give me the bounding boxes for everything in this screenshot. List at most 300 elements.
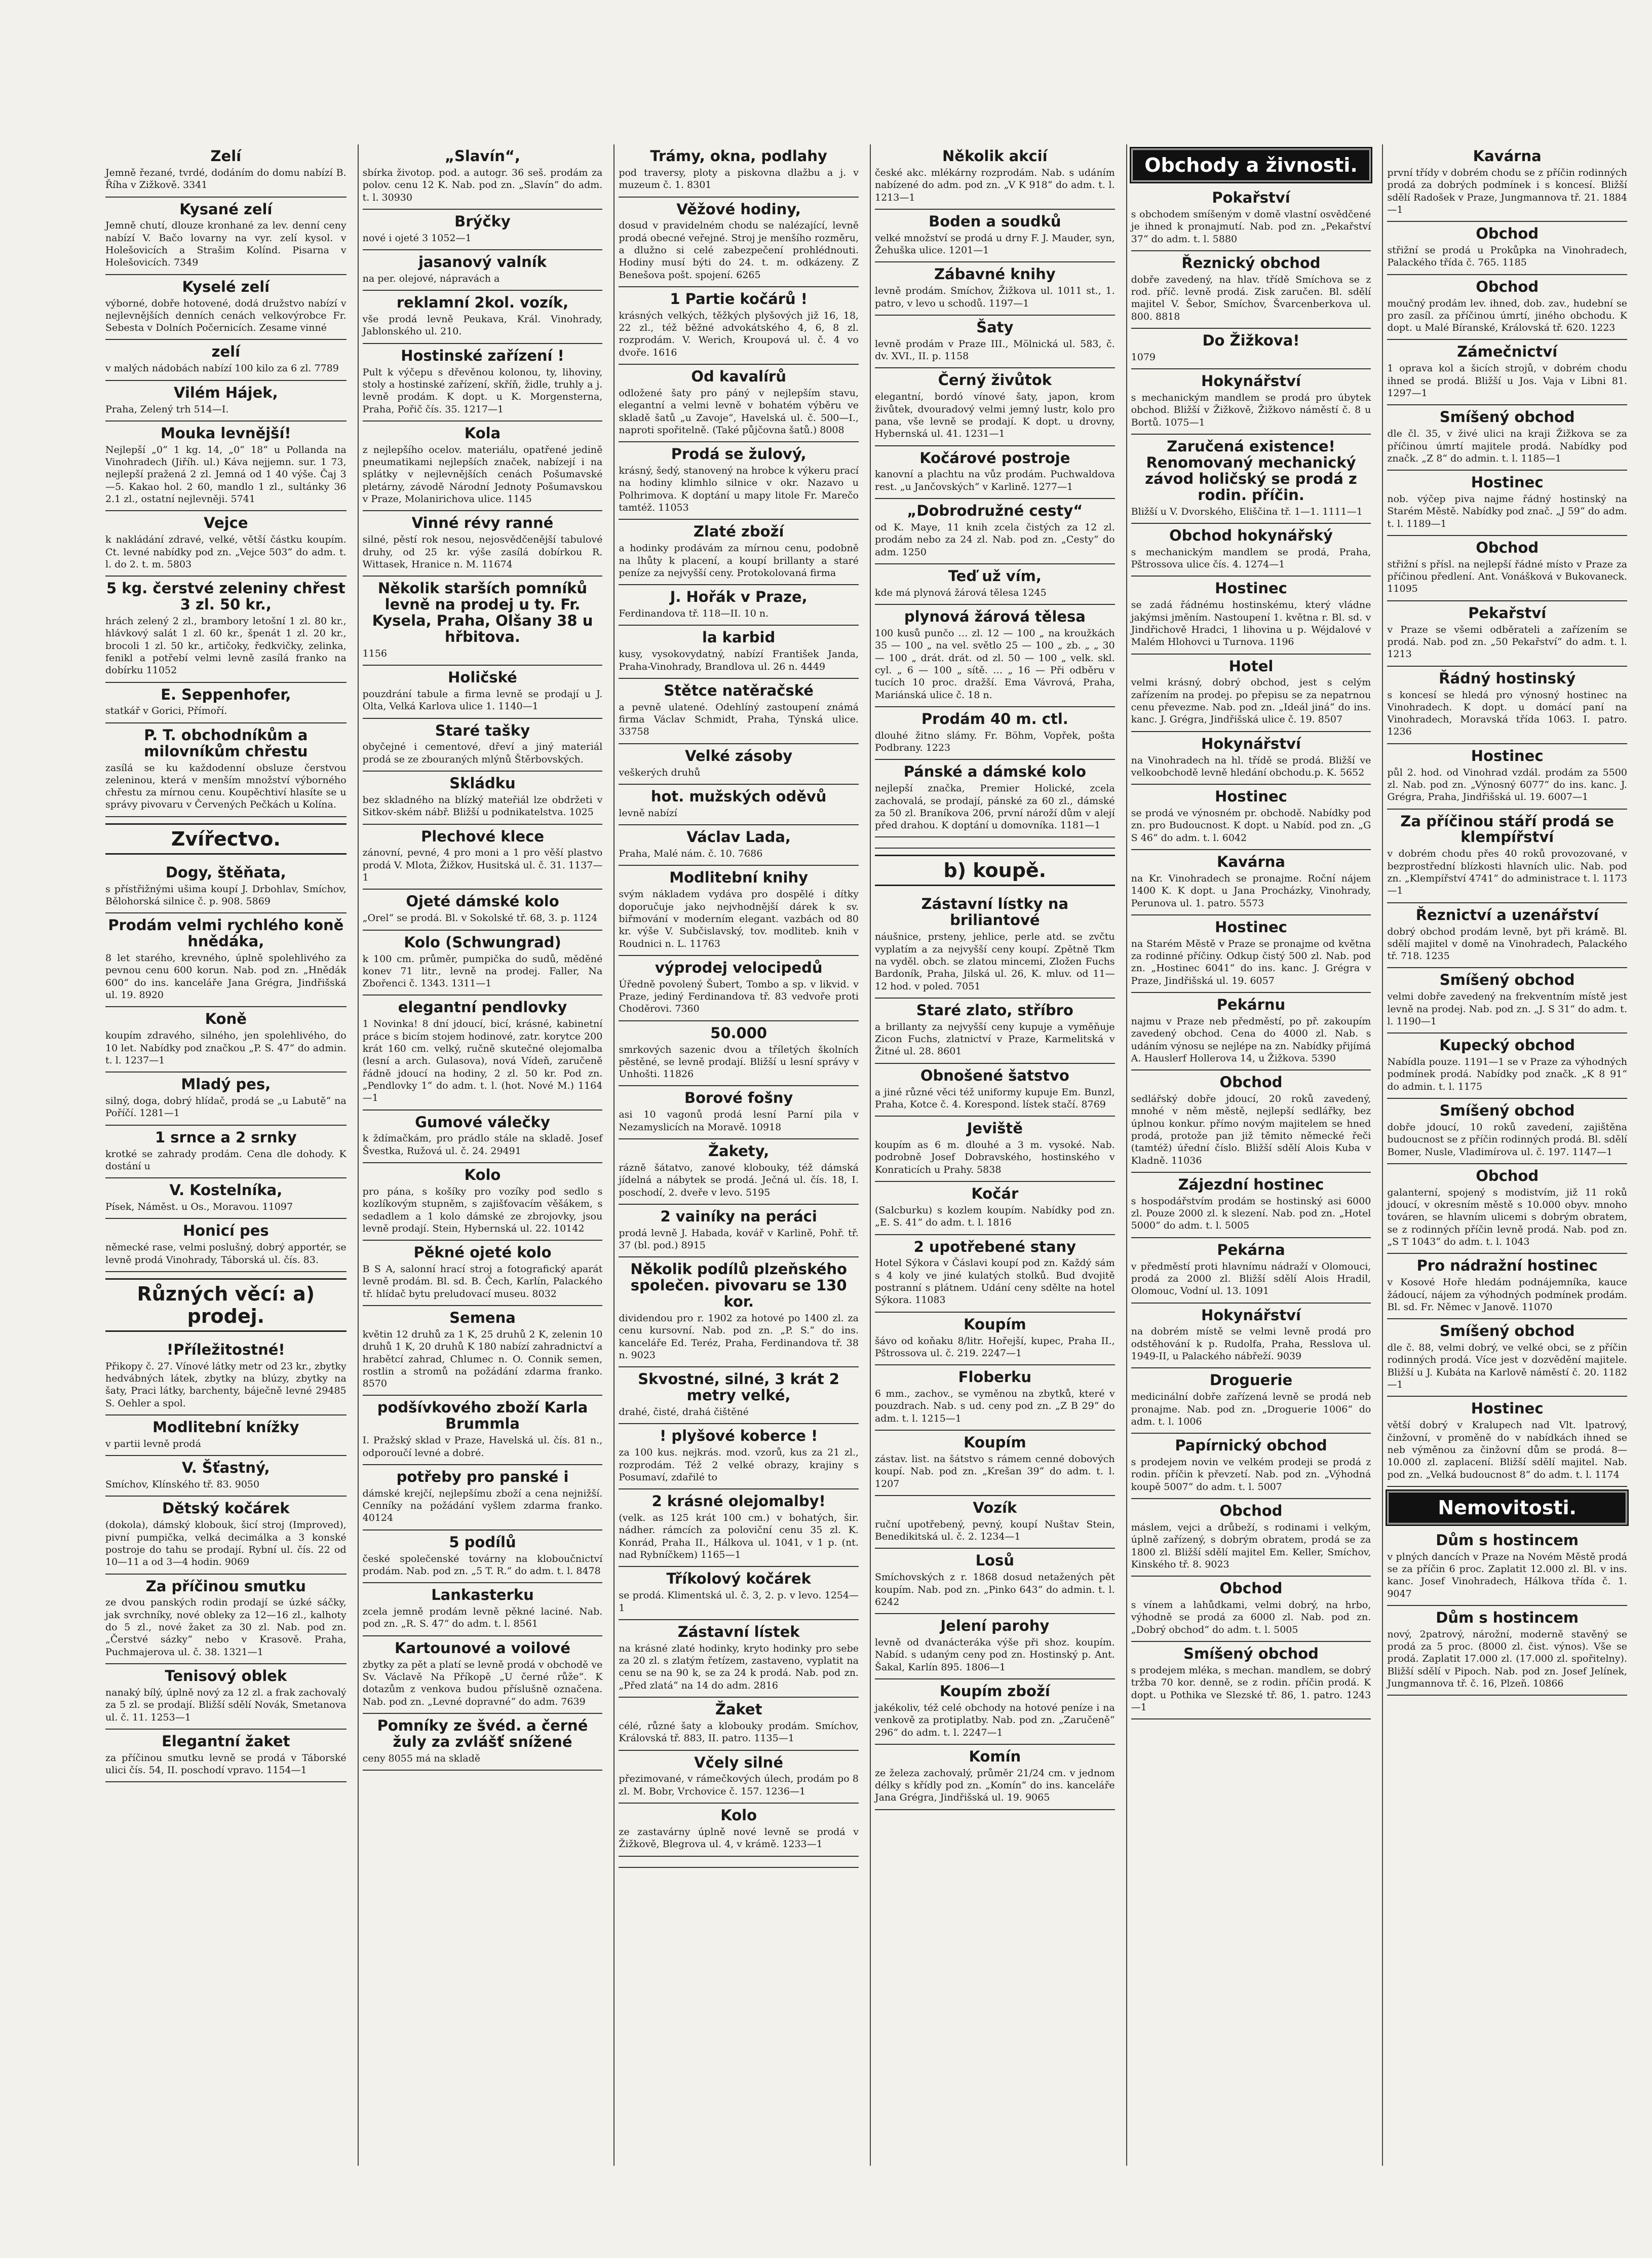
- classified-ad: [1387, 903, 1627, 969]
- ad-body: nanaký bílý, úplně nový za 12 zl. a frak zachovalý za 5 zl. se prodají. Bližší sdělí Novák, Smetanova ul. č. 11. 1253—1: [105, 1687, 347, 1723]
- ad-title: Tříkolový kočárek: [666, 1570, 811, 1588]
- ad-title: Několik podílů plzeňského společen. pivovaru se 130 kor.: [630, 1260, 847, 1311]
- classified-ad: [875, 499, 1115, 564]
- ad-title: Zlaté zboží: [693, 523, 784, 541]
- classified-ad: [1387, 810, 1627, 903]
- ad-title: hot. mužských oděvů: [650, 787, 827, 805]
- classified-ad: [105, 1338, 347, 1415]
- classified-ad: [1131, 785, 1371, 850]
- ad-title: Smíšený obchod: [1439, 408, 1575, 426]
- ad-title: V. Šťastný,: [182, 1459, 270, 1477]
- ad-title: ! plyšové koberce !: [660, 1427, 818, 1445]
- ad-body: ruční upotřebený, pevný, koupí Nuštav Stein, Benedikitská ul. č. 2. 1234—1: [874, 1518, 1115, 1543]
- classified-ad: [105, 913, 347, 1007]
- ad-title: Prodám 40 m. ctl.: [921, 710, 1068, 728]
- ad-body: galanterní, spojený s modistvím, již 11 roků jdoucí, v okresním městě s 10.000 obyv. mnoho továren, se hlavním ulicemi s dobrým obratem, se z rodinných příčin levně prodá. Nab. pod zn. „S T 1043“ do adm. t. l. 1043: [1387, 1187, 1627, 1248]
- ad-title: Kavárna: [1216, 853, 1285, 871]
- ad-title: Zástavní lístky na briliantové: [921, 895, 1069, 929]
- classified-ad: [1131, 1642, 1371, 1719]
- ad-body: z nejlepšího ocelov. materiálu, opatřené jedině pneumatikami nejlepších značek, nabízejí i na splátky v nejlevnějších cenách Pošumavské pletárny, závodě Národní Jednoty Pošumavskou v Praze, Molanirichova ulice. 1145: [362, 444, 603, 505]
- ad-list: [1131, 186, 1371, 1719]
- ad-title: Obchod: [1476, 225, 1539, 243]
- classified-ad: [1131, 1304, 1371, 1369]
- classified-ad: [363, 1396, 603, 1465]
- ad-body: Písek, Náměst. u Os., Moravou. 11097: [105, 1201, 293, 1213]
- ad-title: Obchod: [1219, 1502, 1283, 1520]
- classified-ad: [619, 287, 859, 365]
- classified-ad: [619, 825, 859, 866]
- ad-title: Hostinec: [1471, 474, 1544, 491]
- ad-title: Holičské: [448, 669, 517, 686]
- ad-title: Gumové válečky: [415, 1113, 550, 1131]
- ad-title: Za příčinou stáří prodá se klempířství: [1400, 812, 1614, 846]
- ad-title: Kolo: [464, 1166, 501, 1184]
- ad-body: první třídy v dobrém chodu se z příčin rodinných prodá za dobrých podmínek i s koncesí. Bližší sdělí Radošek v Praze, Jungmannova tř. 21. 1884—1: [1387, 167, 1627, 215]
- classified-ad: [875, 1182, 1115, 1235]
- classified-ad: [363, 577, 603, 666]
- ad-body: náušnice, prsteny, jehlice, perle atd. se zvčtu vyplatím a za nejvyšší ceny koupí. Zpětně Tkm na vyděl. obch. se zlatou mincemi, Zložen Fuchs Bardoník, Praha, Jilská ul. 26, K. mluv. od 11—12 hod. v poled. 7051: [874, 931, 1115, 992]
- ad-title: 1 Partie kočárů !: [670, 290, 808, 308]
- ad-title: Hostinské zařízení !: [401, 347, 564, 364]
- ad-title: podšívkového zboží Karla Brummla: [377, 1399, 588, 1433]
- ad-body: zcela jemně prodám levně pěkné laciné. Nab. pod zn. „R. S. 47“ do adm. t. l. 8561: [362, 1606, 603, 1630]
- classified-ad: [1387, 340, 1627, 405]
- ad-body: nový, 2patrový, nárožní, moderně stavěný se prodá za 5 proc. (8000 zl. čist. výnos). Vše se prodá. Zaplatit 17.000 zl. (17.000 zl. spořitelny). Bližší sdělí v Pipoch. Nab. pod zn. Josef Jelínek, Jungmannova tř. č. 16, Plzeň. 10866: [1387, 1628, 1627, 1690]
- ad-title: Boden a soudků: [929, 212, 1061, 230]
- ad-title: Pekařství: [1468, 604, 1547, 622]
- classified-ad: [105, 723, 347, 817]
- ad-title: Žakety,: [708, 1142, 770, 1160]
- classified-ad: [105, 340, 347, 380]
- ad-body: nejlepší značka, Premier Holické, zcela zachovalá, se prodají, pánské za 60 zl., dámské za 50 zl. Braníkova 206, první nároží dům v alejí před drahou. K doptání u domovníka. 1181—1: [874, 783, 1115, 831]
- ad-body: k ždímačkám, pro prádlo stále na skladě. Josef Švestka, Ružová ul. č. 24. 29491: [362, 1133, 603, 1157]
- classified-ad: [875, 1614, 1115, 1679]
- ad-body: zánovní, pevné, 4 pro moni a 1 pro věší plastvo prodá V. Mlota, Žižkov, Husitská ul. č. 31. 1137—1: [362, 847, 603, 884]
- ad-body: rázně šátatvo, zanové klobouky, též dámská jídelná a nábytek se prodá. Ječná ul. čís. 18, I. poschodí, 2. dveře v levo. 5195: [619, 1162, 859, 1198]
- ad-body: 6 mm., zachov., se vyměnou na zbytků, které v pouzdrach. Nab. s ud. ceny pod zn. „Z B 29“ do adm. t. l. 1215—1: [874, 1388, 1115, 1424]
- classified-ad: [1131, 1238, 1371, 1304]
- ad-title: 50.000: [710, 1024, 767, 1042]
- ad-body: se zadá řádnému hostinskému, který vládne jakýmsi jměním. Nastoupení 1. května r. Bl. sd. v Jindřichově Hradci, 1 lihovina u p. Wéjdalové v Malém Hlohovci u Turnova. 1196: [1131, 599, 1371, 648]
- ad-body: 8 let starého, krevného, úplně spolehlivého za pevnou cenu 600 korun. Nab. pod zn. „Hnědák 600“ do ins. kanceláře Jana Grégra, Jindřišská ul. 19. 8920: [105, 952, 347, 1001]
- classified-ad: [363, 1111, 603, 1164]
- section-banner: Nemovitosti.: [1387, 1491, 1627, 1524]
- ad-title: „Slavín“,: [444, 147, 520, 165]
- classified-ad: [363, 772, 603, 825]
- ad-title: Kolo (Schwungrad): [404, 933, 561, 951]
- ad-title: la karbid: [702, 629, 776, 646]
- ad-body: s obchodem smíšeným v domě vlastní osvědčené je ihned k pronajmutí. Nab. pod zn. „Pekařství 37“ do adm. t. l. 5880: [1131, 208, 1371, 245]
- classified-ad: [105, 683, 347, 723]
- ad-title: reklamní 2kol. vozík,: [396, 294, 569, 312]
- ad-list: [1387, 144, 1627, 1487]
- ad-title: Koně: [205, 1010, 247, 1028]
- ad-list: [875, 144, 1115, 849]
- classified-ad: [619, 626, 859, 679]
- classified-ad: [875, 144, 1115, 210]
- section-banner: Obchody a živnosti.: [1131, 148, 1371, 182]
- classified-ad: [363, 666, 603, 719]
- ad-body: květin 12 druhů za 1 K, 25 druhů 2 K, zelenin 10 druhů 1 K, 20 druhů K 180 nabízí zahradnictví a hrabětcí zahrad, Chlumec n. O. Connik semen, rostlin a stromů na požádání zdarma franko. 8570: [362, 1328, 603, 1390]
- classified-ad: [1131, 993, 1371, 1070]
- ad-body: velké množství se prodá u drny F. J. Mauder, syn, Žehuška ulice. 1201—1: [874, 232, 1115, 256]
- ad-title: Teď už vím,: [948, 567, 1042, 585]
- classified-ad: [1131, 435, 1371, 524]
- classified-ad: [1387, 1034, 1627, 1099]
- ad-title: Obnošené šatstvo: [920, 1066, 1069, 1084]
- classified-ad: [619, 1751, 859, 1804]
- ad-title: !Příležitostné!: [167, 1341, 285, 1358]
- classified-ad: [619, 365, 859, 442]
- ad-title: Stětce natěračské: [664, 681, 814, 699]
- classified-ad: [105, 198, 347, 275]
- ad-body: (Salcburku) s kozlem koupím. Nabídky pod zn. „E. S. 41“ do adm. t. l. 1816: [874, 1204, 1115, 1229]
- classified-ad: [105, 1497, 347, 1574]
- ad-body: levně prodám. Smíchov, Žižkova ul. 1011 st., 1. patro, v levo u schodů. 1197—1: [874, 285, 1115, 309]
- classified-ad: [875, 892, 1115, 998]
- ad-title: P. T. obchodníkům a milovníkům chřestu: [144, 726, 308, 760]
- ad-title: Hostinec: [1215, 788, 1287, 806]
- ad-title: Koupím: [964, 1434, 1026, 1451]
- ad-body: 1156: [362, 647, 388, 659]
- column-2: [358, 144, 607, 2166]
- classified-ad: [105, 1415, 347, 1456]
- classified-ad: [105, 1073, 347, 1126]
- classified-ad: [105, 275, 347, 340]
- ad-body: šávo od koňaku 8/litr. Hořejší, kupec, Praha II., Pštrossova ul. č. 219. 2247—1: [874, 1335, 1115, 1359]
- ad-body: Pult k výčepu s dřevěnou kolonou, ty, lihoviny, stoly a hostinské zařízení, skříň, židle, truhly a j. levně prodám. K dopt. u K. Morgensterna, Praha, Pořič čís. 35. 1217—1: [362, 366, 603, 415]
- classified-ad: [1387, 222, 1627, 275]
- ad-body: Jemně řezané, tvrdé, dodáním do domu nabízí B. Říha v Zižkově. 3341: [105, 167, 347, 191]
- ad-body: Úředně povolený Šubert, Tombo a sp. v likvid. v Praze, jediný Ferdinandova tř. 83 vedvoře proti Choděrovi. 7360: [619, 978, 859, 1015]
- classified-ad: [105, 381, 347, 422]
- classified-ad: [875, 446, 1115, 500]
- ad-body: přezimované, v rámečkových úlech, prodám po 8 zl. M. Bobr, Vrchovice č. 157. 1236—1: [619, 1773, 859, 1797]
- classified-ad: [619, 1857, 859, 1868]
- ad-title: Modlitební knihy: [669, 869, 809, 887]
- classified-ad: [875, 1313, 1115, 1366]
- ad-body: od K. Maye, 11 knih zcela čistých za 12 zl. prodám nebo za 24 zl. Nab. pod zn. „Cesty“ do adm. 1250: [874, 521, 1115, 558]
- ad-title: Kyselé zelí: [182, 278, 270, 295]
- ad-title: Koupím: [964, 1315, 1026, 1333]
- ad-title: Losů: [975, 1552, 1014, 1570]
- ad-body: dobrý obchod prodám levně, byt při krámě. Bl. sdělí majitel v domě na Vinohradech, Palackého tř. 718. 1235: [1387, 926, 1627, 962]
- column-4: [870, 144, 1119, 2166]
- classified-ad: [875, 837, 1115, 849]
- ad-title: 5 podílů: [449, 1533, 516, 1551]
- classified-ad: [619, 1804, 859, 1857]
- ad-title: Vejce: [204, 514, 248, 532]
- ad-title: Semena: [449, 1309, 516, 1327]
- ad-body: najmu v Praze neb předměstí, po př. zakoupím zavedený obchod. Cena do 4000 zl. Nab. s udáním výnosu se nejlépe na zn. Nabídky přijímá A. Hauslerf Hollerova 14, u Žižkova. 5390: [1131, 1015, 1371, 1064]
- ad-body: dle č. 88, velmi dobrý, ve velké obci, se z příčin rodinných prodá. Více jest v dozvědění majitele. Bližší u J. Kubáta na Karlově náměstí č. 20. 1182—1: [1387, 1342, 1627, 1391]
- ad-title: Skládku: [449, 775, 516, 792]
- classified-ad: [1131, 577, 1371, 654]
- ad-body: a hodinky prodávám za mírnou cenu, podobně na lhůty k placení, a koupí brillanty a staré peníze za nejvyšší ceny. Protokolovaná firma: [619, 543, 859, 579]
- ad-body: zasílá se ku každodenní obsluze čerstvou zeleninou, která v menším množství výborného chřestu za mírnou cenu. Koupěchtiví hlasíte se u správy pivovaru v Červených Pečkách u Kolína.: [105, 762, 347, 811]
- classified-ad: [1387, 1099, 1627, 1164]
- ad-title: Smíšený obchod: [1439, 1322, 1575, 1340]
- ad-title: Věžové hodiny,: [676, 200, 801, 218]
- classified-ad: [875, 1431, 1115, 1496]
- ad-title: výprodej velocipedů: [655, 959, 823, 976]
- ad-title: Trámy, okna, podlahy: [650, 147, 827, 165]
- classified-ad: [1387, 667, 1627, 744]
- ad-title: Kočár: [971, 1185, 1019, 1202]
- ad-title: Dogy, štěňata,: [165, 863, 286, 881]
- classified-ad: [105, 422, 347, 511]
- ad-body: na per. olejové, nápravách a: [362, 273, 500, 284]
- ad-body: v partii levně prodá: [105, 1438, 201, 1449]
- classified-ad: [875, 316, 1115, 369]
- ad-body: koupím as 6 m. dlouhé a 3 m. vysoké. Nab. podrobně Josef Dobravského, hostinského v Konraticích u Prahy. 5838: [874, 1139, 1115, 1175]
- ad-body: větší dobrý v Kralupech nad Vlt. lpatrový, činžovní, v proměně do v nabídkách ihned se neb výměnou za činžovní dům se prodá. 8—10.000 zl. zaplacení. Bližší sdělí majitel. Nab. pod zn. „Velká budoucnost 8“ do adm. t. l. 1174: [1387, 1420, 1627, 1480]
- classified-ad: [363, 931, 603, 996]
- classified-ad: [875, 1549, 1115, 1614]
- classified-ad: [875, 368, 1115, 446]
- classified-ad: [363, 144, 603, 210]
- ad-title: Václav Lada,: [686, 828, 791, 846]
- classified-ad: [105, 1178, 347, 1219]
- classified-ad: [1131, 1577, 1371, 1642]
- ad-title: Od kavalírů: [691, 368, 786, 386]
- classified-ad: [105, 1456, 347, 1497]
- ad-title: 2 vainíky na peráci: [660, 1207, 817, 1225]
- column-6: [1382, 144, 1631, 2166]
- classified-ad: [363, 210, 603, 250]
- ad-title: Vilém Hájek,: [174, 384, 278, 401]
- ad-title: Elegantní žaket: [162, 1732, 290, 1750]
- classified-ad: [875, 1064, 1115, 1117]
- ad-title: Pěkné ojeté kolo: [413, 1244, 552, 1261]
- ad-title: Dům s hostincem: [1436, 1609, 1579, 1626]
- ad-body: a pevně ulatené. Odehlíný zastoupení známá firma Václav Schmidt, Praha, Týnská ulice. 33758: [619, 701, 859, 738]
- ad-body: se prodá ve výnosném pr. obchodě. Nabídky pod zn. pro Budoucnost. K dopt. u Nabíd. pod zn. „G S 46“ do adm. t. l. 6042: [1131, 808, 1371, 844]
- ad-body: na Vinohradech na hl. třídě se prodá. Bližší ve velkoobchodě levně hledání obchodu.p. K. 5652: [1131, 754, 1371, 778]
- ad-body: s hospodářstvím prodám se hostinský asi 6000 zl. Pouze 2000 zl. k slezení. Nab. pod zn. „Hotel 5000“ do adm. t. l. 5005: [1131, 1195, 1371, 1232]
- ad-title: jasanový valník: [418, 253, 547, 271]
- ad-title: Kočárové postroje: [919, 449, 1070, 467]
- ad-body: za 100 kus. nejkrás. mod. vzorů, kus za 21 zl., rozprodám. Též 2 velké obrazy, krajiny s Posumaví, zdařilé to: [619, 1447, 859, 1483]
- ad-body: máslem, vejci a drůbeží, s rodinami i velkým, úplně zařízený, s dobrým obratem, prodá se za 1800 zl. Bližší sdělí majitel Em. Keller, Smíchov, Kinského tř. 8. 9023: [1131, 1521, 1371, 1570]
- classified-ad: [619, 1424, 859, 1489]
- classified-ad: [619, 585, 859, 626]
- classified-ad: [363, 825, 603, 890]
- ad-body: odložené šaty pro páný v nejlepším stavu, elegantní a velmi levně v bohatém výběru ve skladě šatů „u Zavoje“, Havelská ul. č. 500—I., naproti spořitelně. (Také půjčovna šatů.) 8008: [619, 388, 859, 436]
- ad-body: levně od dvanácteráka výše při shoz. koupím. Nabíd. s udaným ceny pod zn. Hostinský p. Ant. Šakal, Karlín 895. 1806—1: [874, 1637, 1115, 1673]
- classified-ad: [1131, 186, 1371, 251]
- ad-title: Hostinec: [1471, 1400, 1544, 1418]
- classified-ad: [363, 1163, 603, 1241]
- classified-ad: [105, 1664, 347, 1730]
- classified-ad: [1131, 1499, 1371, 1577]
- classified-ad: [619, 1139, 859, 1205]
- classified-ad: [363, 1636, 603, 1714]
- ad-title: Za příčinou smutku: [145, 1577, 306, 1595]
- classified-ad: [363, 344, 603, 422]
- column-5: [1126, 144, 1375, 2166]
- ad-title: Kolo: [720, 1807, 757, 1824]
- classified-ad: [619, 1367, 859, 1424]
- ad-body: ceny 8055 má na skladě: [362, 1752, 481, 1764]
- ad-title: E. Seppenhofer,: [161, 685, 291, 703]
- ad-body: a brillanty za nejvyšší ceny kupuje a vyměňuje Zicon Fuchs, zlatnictví v Praze, Karmelitská v Žitné ul. 28. 8601: [874, 1021, 1115, 1057]
- ad-list: [105, 861, 347, 1272]
- ad-title: Hokynářství: [1201, 735, 1301, 752]
- ad-title: 2 upotřebené stany: [913, 1238, 1077, 1255]
- ad-title: Lankasterku: [431, 1586, 534, 1604]
- ad-body: Bližší u V. Dvorského, Eliščina tř. 1—1. 1111—1: [1131, 506, 1363, 517]
- ad-body: a jiné různé věci též uniformy kupuje Em. Bunzl, Praha, Kotce č. 4. Korespond. lístek stačí. 8769: [874, 1086, 1115, 1110]
- classified-ad: [1131, 329, 1371, 369]
- ad-body: nové i ojeté 3 1052—1: [362, 232, 472, 244]
- classified-ad: [1387, 1319, 1627, 1397]
- ad-title: Do Žižkova!: [1202, 331, 1300, 349]
- ad-title: Hotel: [1228, 657, 1274, 675]
- ad-title: Pomníky ze švéd. a černé žuly za zvlášť snížené: [377, 1716, 588, 1750]
- ad-list: [1387, 1528, 1627, 1696]
- ad-title: Borové fošny: [684, 1089, 793, 1107]
- ad-body: bez skladného na blízký mateřiál lze obdržeti v Sitkov-ském nábř. Bližší u podnikatelstva. 1025: [362, 794, 603, 818]
- ad-body: s mechanickým mandlem se prodá, Praha, Pštrossova ulice čís. 4. 1274—1: [1131, 546, 1371, 570]
- classified-ad: [619, 1620, 859, 1698]
- classified-ad: [1387, 1606, 1627, 1696]
- classified-ad: [105, 1575, 347, 1664]
- ad-body: 100 kusů punčo … zl. 12 — 100 „ na kroužkách 35 — 100 „ na vel. světlo 25 — 100 „ zb. „ „ 30 — 100 „ drát. drát. od zl. 50 — 100 „ velk. skl. cyl. „ 6 — 100 „ sítě. … „ 16 — Při odběru v tucích 10 proc. dražší. Ema Vávrová, Praha, Mariánská ulice č. 18 n.: [874, 627, 1115, 701]
- classified-ad: [619, 144, 859, 198]
- classified-ad: [619, 1567, 859, 1620]
- classified-ad: [1387, 1528, 1627, 1606]
- column-1: [101, 144, 351, 2166]
- classified-ad: [875, 707, 1115, 760]
- classified-ad: [363, 511, 603, 577]
- ad-title: elegantní pendlovky: [398, 999, 567, 1016]
- ad-title: Žaket: [715, 1700, 762, 1718]
- ad-title: „Dobrodružné cesty“: [907, 502, 1083, 520]
- classified-ad: [1131, 369, 1371, 435]
- classified-ad: [875, 210, 1115, 263]
- classified-ad: [1387, 1397, 1627, 1486]
- ad-body: s koncesí se hledá pro výnosný hostinec na Vinohradech. K dopt. u domácí paní na Vinohradech, Moravská třída 1063. I. patro. 1236: [1387, 689, 1627, 738]
- ad-title: Dům s hostincem: [1436, 1531, 1579, 1549]
- classified-ad: [363, 890, 603, 930]
- ad-body: levně prodám v Praze III., Mölnická ul. 583, č. dv. XVI., II. p. 1158: [874, 338, 1115, 362]
- classified-ad: [1131, 1173, 1371, 1238]
- ad-body: sbírka životop. pod. a autogr. 36 seš. prodám za polov. cenu 12 K. Nab. pod zn. „Slavín“ do adm. t. l. 30930: [362, 167, 603, 203]
- ad-list: [875, 892, 1115, 1810]
- ad-body: hrách zelený 2 zl., brambory letošní 1 zl. 80 kr., hlávkový salát 1 zl. 60 kr., špenát 1 zl. 20 kr., brocoli 1 zl. 50 kr., artičoky, ředkvičky, zelinka, fenikl a potřebí velmi levně zasílá franko na dobírku 11052: [105, 615, 347, 676]
- classified-ad: [619, 1205, 859, 1258]
- ad-list: [105, 1338, 347, 1782]
- ad-title: Skvostné, silné, 3 krát 2 metry velké,: [638, 1370, 839, 1404]
- classified-ad: [875, 1235, 1115, 1313]
- ad-body: na Kr. Vinohradech se pronajme. Roční nájem 1400 K. K dopt. u Jana Procházky, Vinohrady, Perunova ul. 1. patro. 5573: [1131, 872, 1371, 909]
- classified-ad: [363, 1306, 603, 1396]
- ad-body: statkář v Gorici, Přímoří.: [105, 705, 227, 717]
- classified-ad: [875, 262, 1115, 316]
- classified-ad: [105, 1730, 347, 1783]
- classified-ad: [363, 1714, 603, 1771]
- ad-title: Obchod: [1219, 1580, 1283, 1597]
- ad-title: Pekárna: [1217, 1241, 1285, 1258]
- classified-ad: [619, 198, 859, 287]
- ad-body: v malých nádobách nabízí 100 kilo za 6 zl. 7789: [105, 363, 339, 374]
- ad-body: půl 2. hod. od Vinohrad vzdál. prodám za 5500 zl. Nab. pod zn. „Výnosný 6077“ do ins. kanc. J. Grégra, Praha, Jindřišská ul. 19. 6007—1: [1387, 767, 1627, 803]
- classified-ad: [1131, 1434, 1371, 1499]
- ad-title: Kavárna: [1473, 147, 1542, 165]
- ad-body: silný, doga, dobrý hlídač, prodá se „u Labutě“ na Poříčí. 1281—1: [105, 1095, 347, 1119]
- classified-ad: [363, 250, 603, 291]
- ad-title: Šaty: [976, 318, 1014, 336]
- ad-body: české akc. mlékárny rozprodám. Nab. s udáním nabízené do adm. pod zn. „V K 918“ do adm. t. l. 1213—1: [874, 167, 1115, 203]
- ad-body: svým nákladem vydáva pro dospělé i dítky doporučuje jako nejvhodnější dárek k sv. biřmování v moderním elegant. vazbách od 80 kr. výše V. Subčislavský, tov. modliteb. knih v Roudnici n. L. 11763: [619, 889, 859, 949]
- ad-body: zástav. list. na šátstvo s rámem cenné dobových koupí. Nab. pod zn. „Krešan 39“ do adm. t. l. 1207: [874, 1453, 1115, 1489]
- ad-body: dobře jdoucí, 10 roků zavedení, zajištěna budoucnost se z příčin rodinných prodá. Bl. sdělí Bomer, Nusle, Vladimírova ul. č. 197. 1147—1: [1387, 1122, 1627, 1158]
- ad-title: Staré zlato, stříbro: [916, 1001, 1073, 1019]
- ad-body: velmi dobře zavedený na frekventním místě jest levně na prodej. Nab. pod zn. „J. S 31“ do adm. t. l. 1190—1: [1387, 991, 1627, 1027]
- ad-title: Ojeté dámské kolo: [406, 893, 559, 910]
- ad-title: Jeviště: [967, 1120, 1023, 1137]
- classified-ad: [363, 719, 603, 772]
- classified-ad: [619, 520, 859, 585]
- ad-title: Hokynářství: [1201, 372, 1301, 390]
- ad-title: Prodám velmi rychlého koně hnědáka,: [108, 916, 344, 950]
- ad-body: (velk. as 125 krát 100 cm.) v bohatých, šir. nádher. rámcích za poloviční cenu 35 zl. K. Konrád, Praha II., Hálkova ul. 1041, v 1 p. (nt. nad Rybníčkem) 1165—1: [619, 1512, 859, 1561]
- ad-title: Dětský kočárek: [162, 1500, 290, 1517]
- ad-body: 1079: [1131, 351, 1156, 363]
- classified-ad: [875, 1745, 1115, 1810]
- classified-ad: [619, 1021, 859, 1087]
- classified-ad: [875, 760, 1115, 837]
- ad-body: k nakládání zdravé, velké, větší částku koupím. Ct. levné nabídky pod zn. „Vejce 503“ do adm. t. l. do 2. t. m. 5803: [105, 534, 347, 570]
- ad-title: plynová žárová tělesa: [904, 608, 1086, 626]
- classified-ad: [1387, 1254, 1627, 1319]
- ad-body: s přístřižnými ušima koupí J. Drbohlav, Smíchov, Bělohorská silnice č. p. 908. 5869: [105, 883, 347, 907]
- ad-title: Prodá se žulový,: [671, 445, 806, 463]
- classified-ad: [875, 1117, 1115, 1182]
- ad-title: Včely silné: [694, 1753, 783, 1771]
- ad-body: výborné, dobře hotovené, dodá družstvo nabízí v nejlevnějších denních cenách velkovýrobce Fr. Sebesta v Dolních Počernicích. Zesame vinné: [105, 297, 347, 334]
- ad-title: Mladý pes,: [181, 1076, 271, 1093]
- ad-body: pouzdrání tabule a firma levně se prodají u J. Olta, Velká Karlova ulice 1. 1140—1: [362, 688, 603, 712]
- ad-body: B S A, salonní hrací stroj a fotografický aparát levně prodám. Bl. sd. B. Čech, Karlín, Palackého tř. hlídač bytu preludovací museu. 8032: [362, 1264, 603, 1299]
- classified-ad: [1387, 601, 1627, 667]
- ad-body: obyčejné i cementové, dřeví a jiný materiál prodá se ze zbouraných mlýnů Štěrbovských.: [362, 741, 603, 765]
- ad-body: s prodejem novin ve velkém prodeji se prodá z rodin. příčin k převzetí. Nab. pod zn. „Výhodná koupě 5007“ do adm. t. l. 5007: [1131, 1457, 1371, 1492]
- ad-title: Zábavné knihy: [934, 265, 1056, 283]
- classified-ad: [1131, 732, 1371, 785]
- ad-body: s prodejem mléka, s mechan. mandlem, se dobrý tržba 70 kor. denně, se z rodin. příčin prodá. K dopt. u Pothika ve Slezské tř. 86, 1. patro. 1243—1: [1131, 1664, 1371, 1713]
- ad-body: Nejlepší „0“ 1 kg. 14, „0“ 18“ u Pollanda na Vinohradech (Jiříh. ul.) Káva nejjemn. sur. 1 73, nejlepší pražená 2 zl. Jemná od 1 40 výše. Čaj 3—5. Kakao hol. 2 60, mandlo 1 zl., sultánky 36 2.1 zl., ostatní nejlevněji. 5741: [105, 444, 347, 505]
- ad-body: Přikopy č. 27. Vínové látky metr od 23 kr., zbytky hedvábných látek, zbytky na blúzy, zbytky na šaty, Praci látky, barchenty, báječně levné 29485 S. Oehler a spol.: [105, 1360, 347, 1409]
- classified-ad: [1387, 405, 1627, 471]
- ad-body: s mechanickým mandlem se prodá pro úbytek obchod. Bližší v Žižkově, Žižkovo náměstí č. 8 u Bortů. 1075—1: [1131, 392, 1371, 428]
- ad-title: Zástavní lístek: [677, 1623, 800, 1640]
- ad-title: potřeby pro panské i: [396, 1468, 569, 1485]
- ad-title: Zájezdní hostinec: [1178, 1175, 1324, 1193]
- classified-ad: [1387, 144, 1627, 222]
- classified-ad: [1387, 968, 1627, 1034]
- ad-body: Smíchov, Klínského tř. 83. 9050: [105, 1479, 260, 1490]
- ad-body: Nabídla pouze. 1191—1 se v Praze za výhodných podmínek prodá. Nabídky pod značk. „K 8 91“ do admin. t. l. 1175: [1387, 1056, 1627, 1092]
- ad-title: Vinné révy ranné: [411, 514, 554, 532]
- ad-body: velmi krásný, dobrý obchod, jest s celým zařízením na prodej. po přepisu se za nepatrnou cenu převezme. Nab. pod zn. „Ideál jiná“ do ins. kanc. J. Grégra, Jindřišská ulice č. 19. 8507: [1131, 677, 1371, 725]
- ad-body: prodá levně J. Habada, kovář v Karlině, Pohř. tř. 37 (bl. pod.) 8915: [619, 1227, 859, 1251]
- ad-title: Kupecký obchod: [1439, 1037, 1576, 1054]
- ad-body: 1 oprava kol a šicích strojů, v dobrém chodu ihned se prodá. Bližší u Jos. Vaja v Libni 81. 1297—1: [1387, 363, 1627, 399]
- classified-ad: [1131, 1368, 1371, 1434]
- ad-title: Několik akcií: [942, 147, 1048, 165]
